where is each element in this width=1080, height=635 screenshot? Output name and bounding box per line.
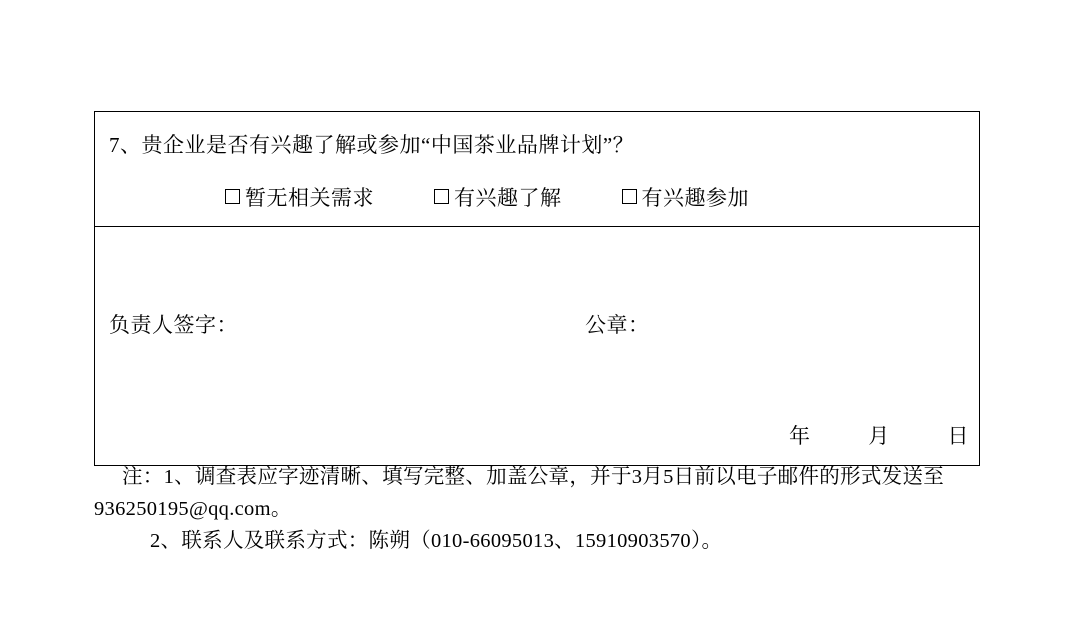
- notes-block: [94, 462, 1004, 557]
- option-label: 有兴趣参加: [641, 185, 749, 210]
- form-table: [94, 111, 980, 466]
- date-month-label: 月: [868, 423, 890, 448]
- option-label: 有兴趣了解: [454, 185, 562, 210]
- note-line-1: 注：1、调查表应字迹清晰、填写完整、加盖公章，并于3月5日前以电子邮件的形式发送至936250195@qq.com。: [94, 466, 945, 520]
- option-interested-learn[interactable]: [434, 182, 562, 212]
- checkbox-icon[interactable]: [225, 189, 240, 204]
- date-day-label: 日: [947, 423, 969, 448]
- checkbox-icon[interactable]: [434, 189, 449, 204]
- question-text: 7、贵企业是否有兴趣了解或参加“中国茶业品牌计划”？: [109, 133, 635, 157]
- checkbox-icon[interactable]: [622, 189, 637, 204]
- option-interested-join[interactable]: [622, 182, 750, 212]
- note-line-2: 2、联系人及联系方式：陈朔（010-66095013、15910903570）。: [150, 529, 723, 552]
- signature-row: [95, 227, 979, 465]
- option-label: 暂无相关需求: [245, 185, 374, 210]
- option-group: [95, 182, 979, 212]
- question-row: [95, 112, 979, 227]
- date-line: [789, 420, 969, 450]
- seal-label: 公章：: [585, 312, 650, 337]
- date-year-label: 年: [789, 423, 811, 448]
- option-no-need[interactable]: [225, 182, 374, 212]
- signature-label: 负责人签字：: [109, 312, 238, 337]
